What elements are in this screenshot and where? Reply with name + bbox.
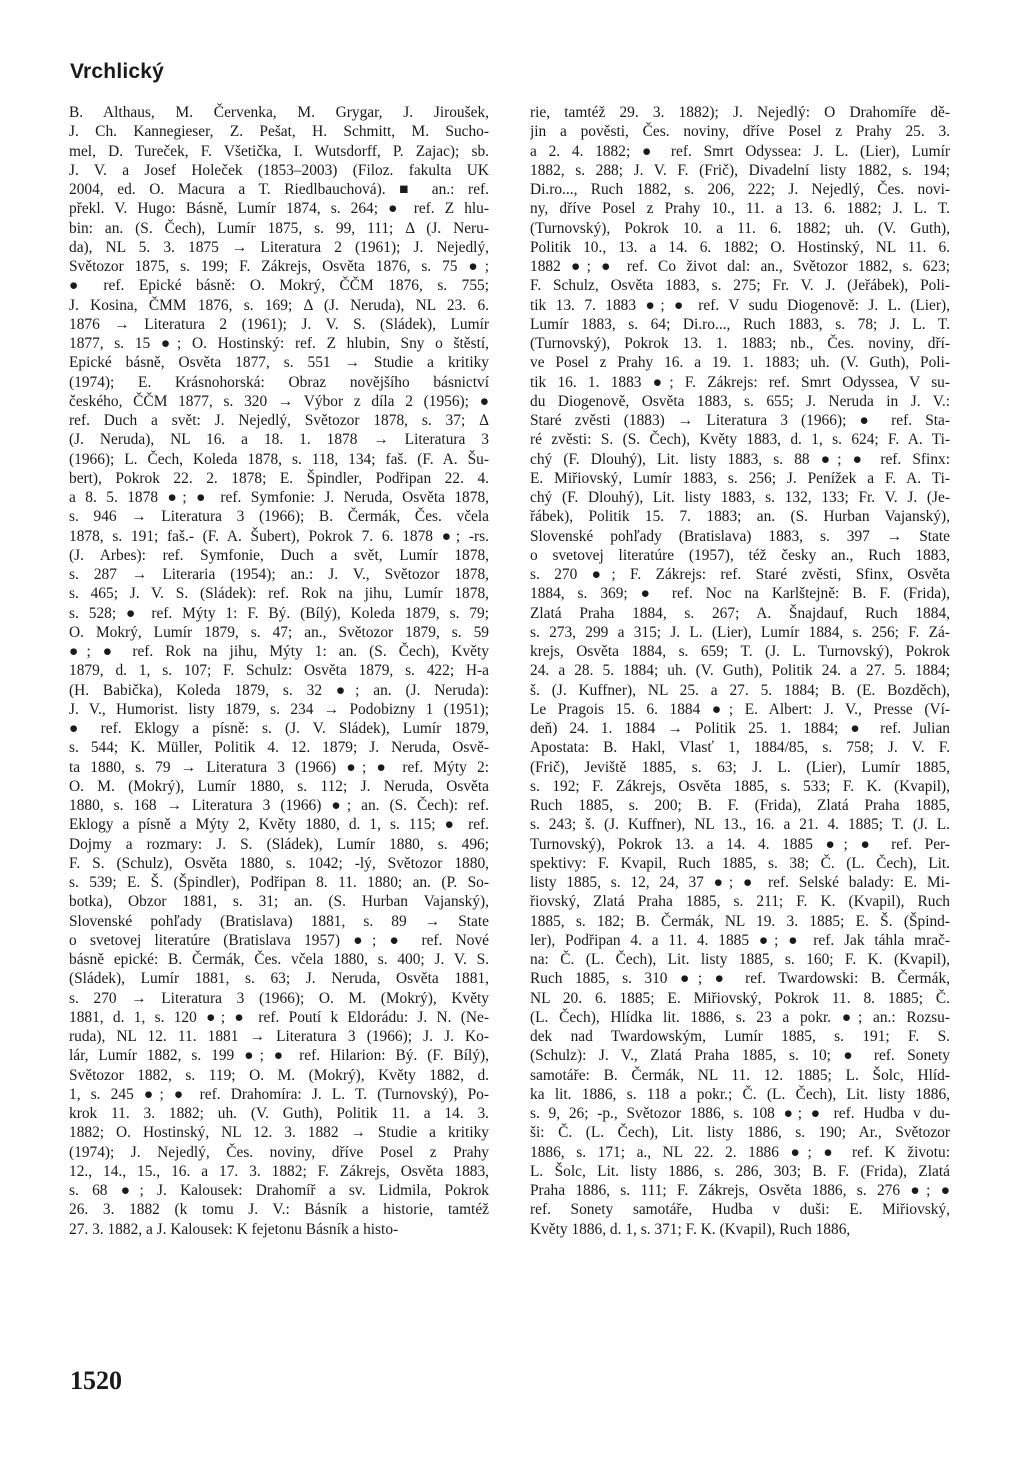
text-line: botka), Obzor 1881, s. 31; an. (S. Hurban Vajanský), <box>69 893 489 911</box>
text-line: rie, tamtéž 29. 3. 1882); J. Nejedlý: O Drahomíře dě- <box>530 104 950 121</box>
text-column-left <box>69 103 489 1239</box>
text-line: 1, s. 245 ●; ● ref. Drahomíra: J. L. T. (Turnovský), Po- <box>69 1085 489 1103</box>
text-line: s. 270 ●; F. Zákrejs: ref. Staré zvěsti, Sfinx, Osvěta <box>530 566 950 583</box>
text-line: š. (J. Kuffner), NL 25. a 27. 5. 1884; B. (E. Bozděch), <box>530 681 950 699</box>
text-line: Světozor 1882, s. 119; O. M. (Mokrý), Květy 1882, d. <box>69 1066 489 1084</box>
text-line: Apostata: B. Hakl, Vlasť 1, 1884/85, s. 758; J. V. F. <box>530 739 950 757</box>
text-line: s. 946 → Literatura 3 (1966); B. Čermák, Čes. včela <box>69 508 489 526</box>
text-line: o svetovej literatúre (Bratislava 1957) ●; ● ref. Nové <box>69 931 489 949</box>
text-line: J. V., Humorist. listy 1879, s. 234 → Podobizny 1 (1951); <box>69 700 489 718</box>
text-line: du Diogenově, Osvěta 1883, s. 655; J. Neruda in J. V.: <box>530 392 950 410</box>
text-line: O. M. (Mokrý), Lumír 1880, s. 112; J. Neruda, Osvěta <box>69 777 489 795</box>
text-line: Ruch 1885, s. 200; B. F. (Frida), Zlatá Praha 1885, <box>530 797 950 814</box>
text-line: (Sládek), Lumír 1881, s. 63; J. Neruda, Osvěta 1881, <box>69 970 489 988</box>
text-line: řábek), Politik 15. 7. 1883; an. (S. Hurban Vajanský), <box>530 508 950 526</box>
text-line: s. 528; ● ref. Mýty 1: F. Bý. (Bílý), Koleda 1879, s. 79; <box>69 604 489 622</box>
text-line: 12., 14., 15., 16. a 17. 3. 1882; F. Zákrejs, Osvěta 1883, <box>69 1162 489 1180</box>
text-line: ši: Č. (L. Čech), Lit. listy 1886, s. 190; Ar., Světozor <box>530 1124 950 1142</box>
text-line: J. Kosina, ČMM 1876, s. 169; Δ (J. Neruda), NL 23. 6. <box>69 296 489 314</box>
text-line: (Frič), Jeviště 1885, s. 63; J. L. (Lier), Lumír 1885, <box>530 758 950 776</box>
text-line: Epické básně, Osvěta 1877, s. 551 → Studie a kritiky <box>69 354 489 372</box>
text-line: krok 11. 3. 1882; uh. (V. Guth), Politik 11. a 14. 3. <box>69 1105 489 1122</box>
text-line: ve Posel z Prahy 16. a 19. 1. 1883; uh. (V. Guth), Poli- <box>530 354 950 372</box>
text-line: Politik 10., 13. a 14. 6. 1882; O. Hostinský, NL 11. 6. <box>530 238 950 256</box>
text-line: 1882; O. Hostinský, NL 12. 3. 1882 → Studie a kritiky <box>69 1124 489 1142</box>
text-line: (1974); E. Krásnohorská: Obraz novějšího básnictví <box>69 373 489 391</box>
text-line: (J. Arbes): ref. Symfonie, Duch a svět, Lumír 1878, <box>69 546 489 564</box>
text-line: tik 16. 1. 1883 ●; F. Zákrejs: ref. Smrt Odyssea, V su- <box>530 373 950 391</box>
text-line: (J. Neruda), NL 16. a 18. 1. 1878 → Literatura 3 <box>69 431 489 449</box>
text-line: (1966); L. Čech, Koleda 1878, s. 118, 134; faš. (F. A. Šu- <box>69 450 489 468</box>
text-line: o svetovej literatúre (1957), též česky an., Ruch 1883, <box>530 546 950 564</box>
text-line: (Turnovský), Pokrok 10. a 11. 6. 1882; uh. (V. Guth), <box>530 219 950 237</box>
text-line: lár, Lumír 1882, s. 199 ●; ● ref. Hilarion: Bý. (F. Bílý), <box>69 1047 489 1065</box>
text-line: mel, D. Tureček, F. Všetička, I. Wutsdorff, P. Zajac); sb. <box>69 142 489 160</box>
text-line: 1876 → Literatura 2 (1961); J. V. S. (Sládek), Lumír <box>69 315 489 333</box>
text-line: 2004, ed. O. Macura a T. Riedlbauchová). ■ an.: ref. <box>69 181 489 198</box>
text-line: (1974); J. Nejedlý, Čes. noviny, dříve Posel z Prahy <box>69 1143 489 1161</box>
text-line: 24. a 28. 5. 1884; uh. (V. Guth), Politik 24. a 27. 5. 1884; <box>530 662 950 680</box>
text-line: Staré zvěsti (1883) → Literatura 3 (1966); ● ref. Sta- <box>530 412 950 429</box>
text-line: bert), Pokrok 22. 2. 1878; E. Špindler, Podřipan 22. 4. <box>69 469 489 487</box>
text-line: s. 544; K. Müller, Politik 4. 12. 1879; J. Neruda, Osvě- <box>69 739 489 757</box>
text-line: F. Schulz, Osvěta 1883, s. 275; Fr. V. J. (Jeřábek), Poli- <box>530 277 950 295</box>
text-line: NL 20. 6. 1885; E. Miřiovský, Pokrok 11. 8. 1885; Č. <box>530 989 950 1007</box>
text-line: J. Ch. Kannegieser, Z. Pešat, H. Schmitt, M. Sucho- <box>69 123 489 141</box>
text-line: L. Šolc, Lit. listy 1886, s. 286, 303; B. F. (Frida), Zlatá <box>530 1162 950 1180</box>
text-line: (Turnovský), Pokrok 13. 1. 1883; nb., Čes. noviny, dří- <box>530 335 950 352</box>
text-line: 1880, s. 168 → Literatura 3 (1966) ●; an. (S. Čech): ref. <box>69 797 489 814</box>
text-line: listy 1885, s. 12, 24, 37 ●; ● ref. Selské balady: E. Mi- <box>530 874 950 891</box>
text-line: 1878, s. 191; faš.- (F. A. Šubert), Pokrok 7. 6. 1878 ●; -rs. <box>69 527 489 545</box>
text-line: E. Miřiovský, Lumír 1883, s. 256; J. Penížek a F. A. Ti- <box>530 469 950 487</box>
text-line: Lumír 1883, s. 64; Di.ro..., Ruch 1883, s. 78; J. L. T. <box>530 315 950 333</box>
text-line: 1882 ●; ● ref. Co život dal: an., Světozor 1882, s. 623; <box>530 258 950 275</box>
text-line: (L. Čech), Hlídka lit. 1886, s. 23 a pokr. ●; an.: Rozsu- <box>530 1008 950 1026</box>
text-line: 1877, s. 15 ●; O. Hostinský: ref. Z hlubin, Sny o štěstí, <box>69 335 489 352</box>
text-line: s. 68 ●; J. Kalousek: Drahomíř a sv. Lidmila, Pokrok <box>69 1182 489 1199</box>
text-line: chý (F. Dlouhý), Lit. listy 1883, s. 132, 133; Fr. V. J. (Je- <box>530 489 950 506</box>
text-line: spektivy: F. Kvapil, Ruch 1885, s. 38; Č. (L. Čech), Lit. <box>530 854 950 872</box>
text-line: ●; ● ref. Rok na jihu, Mýty 1: an. (S. Čech), Květy <box>69 643 489 660</box>
text-line: řiovský, Zlatá Praha 1885, s. 211; F. K. (Kvapil), Ruch <box>530 893 950 911</box>
text-column-right <box>530 103 950 1239</box>
text-line: chý (F. Dlouhý), Lit. listy 1883, s. 88 ●; ● ref. Sfinx: <box>530 450 950 468</box>
text-line: tik 13. 7. 1883 ●; ● ref. V sudu Diogenově: J. L. (Lier), <box>530 296 950 314</box>
text-line: Květy 1886, d. 1, s. 371; F. K. (Kvapil), Ruch 1886, <box>530 1220 851 1238</box>
text-line: Zlatá Praha 1884, s. 267; A. Šnajdauf, Ruch 1884, <box>530 604 950 622</box>
text-line: samotáře: B. Čermák, NL 11. 12. 1885; L. Šolc, Hlíd- <box>530 1066 950 1084</box>
text-line: (Schulz): J. V., Zlatá Praha 1885, s. 10; ● ref. Sonety <box>530 1047 950 1065</box>
text-line: Eklogy a písně a Mýty 2, Květy 1880, d. 1, s. 115; ● ref. <box>69 816 489 834</box>
text-line: s. 243; š. (J. Kuffner), NL 13., 16. a 21. 4. 1885; T. (J. L. <box>530 816 950 834</box>
text-line: ta 1880, s. 79 → Literatura 3 (1966) ●; ● ref. Mýty 2: <box>69 758 489 776</box>
text-line: O. Mokrý, Lumír 1879, s. 47; an., Světozor 1879, s. 59 <box>69 623 489 641</box>
text-line: s. 273, 299 a 315; J. L. (Lier), Lumír 1884, s. 256; F. Zá- <box>530 623 950 641</box>
text-line: na: Č. (L. Čech), Lit. listy 1885, s. 160; F. K. (Kvapil), <box>530 951 950 968</box>
text-line: a 8. 5. 1878 ●; ● ref. Symfonie: J. Neruda, Osvěta 1878, <box>69 489 489 506</box>
text-line: da), NL 5. 3. 1875 → Literatura 2 (1961); J. Nejedlý, <box>69 238 489 256</box>
text-line: s. 539; E. Š. (Špindler), Podřipan 8. 11. 1880; an. (P. So- <box>69 874 489 891</box>
text-line: Ruch 1885, s. 310 ●; ● ref. Twardowski: B. Čermák, <box>530 970 950 988</box>
text-line: 1884, s. 369; ● ref. Noc na Karlštejně: B. F. (Frida), <box>530 585 950 603</box>
text-line: dek nad Twardowským, Lumír 1885, s. 191; F. S. <box>530 1028 950 1045</box>
text-line: Turnovský), Pokrok 13. a 14. 4. 1885 ●; ● ref. Per- <box>530 835 950 853</box>
text-line: Slovenské pohľady (Bratislava) 1881, s. 89 → State <box>69 912 489 930</box>
text-line: krejs, Osvěta 1884, s. 659; T. (J. L. Turnovský), Pokrok <box>530 643 950 660</box>
text-line: 1886, s. 171; a., NL 22. 2. 1886 ●; ● ref. K životu: <box>530 1143 950 1161</box>
text-line: (H. Babička), Koleda 1879, s. 32 ●; an. (J. Neruda): <box>69 681 489 699</box>
text-line: ● ref. Epické básně: O. Mokrý, ČČM 1876, s. 755; <box>69 277 489 295</box>
text-line: Slovenské pohľady (Bratislava) 1883, s. 397 → State <box>530 527 950 545</box>
text-line: ré zvěsti: S. (S. Čech), Květy 1883, d. 1, s. 624; F. A. Ti- <box>530 431 950 449</box>
text-line: 26. 3. 1882 (k tomu J. V.: Básník a historie, tamtéž <box>69 1201 489 1219</box>
text-line: ka lit. 1886, s. 118 a pokr.; Č. (L. Čech), Lit. listy 1886, <box>530 1085 950 1103</box>
text-line: 1882, s. 288; J. V. F. (Frič), Divadelní listy 1882, s. 194; <box>530 161 950 179</box>
text-line: 1885, s. 182; B. Čermák, NL 19. 3. 1885; E. Š. (Špind- <box>530 912 950 930</box>
text-line: ruda), NL 12. 11. 1881 → Literatura 3 (1966); J. J. Ko- <box>69 1028 489 1045</box>
text-line: s. 270 → Literatura 3 (1966); O. M. (Mokrý), Květy <box>69 989 489 1007</box>
text-line: s. 9, 26; -p., Světozor 1886, s. 108 ●; ● ref. Hudba v du- <box>530 1105 950 1122</box>
text-line: ref. Sonety samotáře, Hudba v duši: E. Miřiovský, <box>530 1201 950 1219</box>
text-line: Di.ro..., Ruch 1882, s. 206, 222; J. Nejedlý, Čes. novi- <box>530 181 950 198</box>
text-line: ● ref. Eklogy a písně: s. (J. V. Sládek), Lumír 1879, <box>69 720 489 737</box>
text-line: 27. 3. 1882, a J. Kalousek: K fejetonu Básník a histo- <box>69 1220 399 1238</box>
text-line: s. 465; J. V. S. (Sládek): ref. Rok na jihu, Lumír 1878, <box>69 585 489 603</box>
text-line: Le Pragois 15. 6. 1884 ●; E. Albert: J. V., Presse (Ví- <box>530 700 950 718</box>
text-line: Světozor 1875, s. 199; F. Zákrejs, Osvěta 1876, s. 75 ●; <box>69 258 489 275</box>
text-line: 1879, d. 1, s. 107; F. Schulz: Osvěta 1879, s. 422; H-a <box>69 662 489 680</box>
text-line: bin: an. (S. Čech), Lumír 1875, s. 99, 111; Δ (J. Neru- <box>69 219 489 237</box>
text-line: ny, dříve Posel z Prahy 10., 11. a 13. 6. 1882; J. L. T. <box>530 200 950 218</box>
text-line: a 2. 4. 1882; ● ref. Smrt Odyssea: J. L. (Lier), Lumír <box>530 142 950 160</box>
page-number: 1520 <box>70 1366 122 1395</box>
text-line: Dojmy a rozmary: J. S. (Sládek), Lumír 1880, s. 496; <box>69 835 489 853</box>
text-line: ler), Podřipan 4. a 11. 4. 1885 ●; ● ref. Jak táhla mrač- <box>530 931 950 949</box>
text-line: deň) 24. 1. 1884 → Politik 25. 1. 1884; ● ref. Julian <box>530 720 950 737</box>
text-line: s. 287 → Literaria (1954); an.: J. V., Světozor 1878, <box>69 566 489 583</box>
text-line: J. V. a Josef Holeček (1853–2003) (Filoz. fakulta UK <box>69 161 489 179</box>
text-line: překl. V. Hugo: Básně, Lumír 1874, s. 264; ● ref. Z hlu- <box>69 200 489 218</box>
text-line: Praha 1886, s. 111; F. Zákrejs, Osvěta 1886, s. 276 ●; ● <box>530 1182 950 1199</box>
text-line: F. S. (Schulz), Osvěta 1880, s. 1042; -lý, Světozor 1880, <box>69 854 489 872</box>
text-line: B. Althaus, M. Červenka, M. Grygar, J. Jiroušek, <box>69 104 489 121</box>
text-line: s. 192; F. Zákrejs, Osvěta 1885, s. 533; F. K. (Kvapil), <box>530 777 950 795</box>
text-line: českého, ČČM 1877, s. 320 → Výbor z díla 2 (1956); ● <box>69 392 489 410</box>
running-title: Vrchlický <box>70 60 165 83</box>
text-line: jin a pověsti, Čes. noviny, dříve Posel z Prahy 25. 3. <box>530 123 950 141</box>
text-line: ref. Duch a svět: J. Nejedlý, Světozor 1878, s. 37; Δ <box>69 412 489 429</box>
text-line: básně epické: B. Čermák, Čes. včela 1880, s. 400; J. V. S. <box>69 951 489 968</box>
text-line: 1881, d. 1, s. 120 ●; ● ref. Poutí k Eldorádu: J. N. (Ne- <box>69 1008 489 1026</box>
